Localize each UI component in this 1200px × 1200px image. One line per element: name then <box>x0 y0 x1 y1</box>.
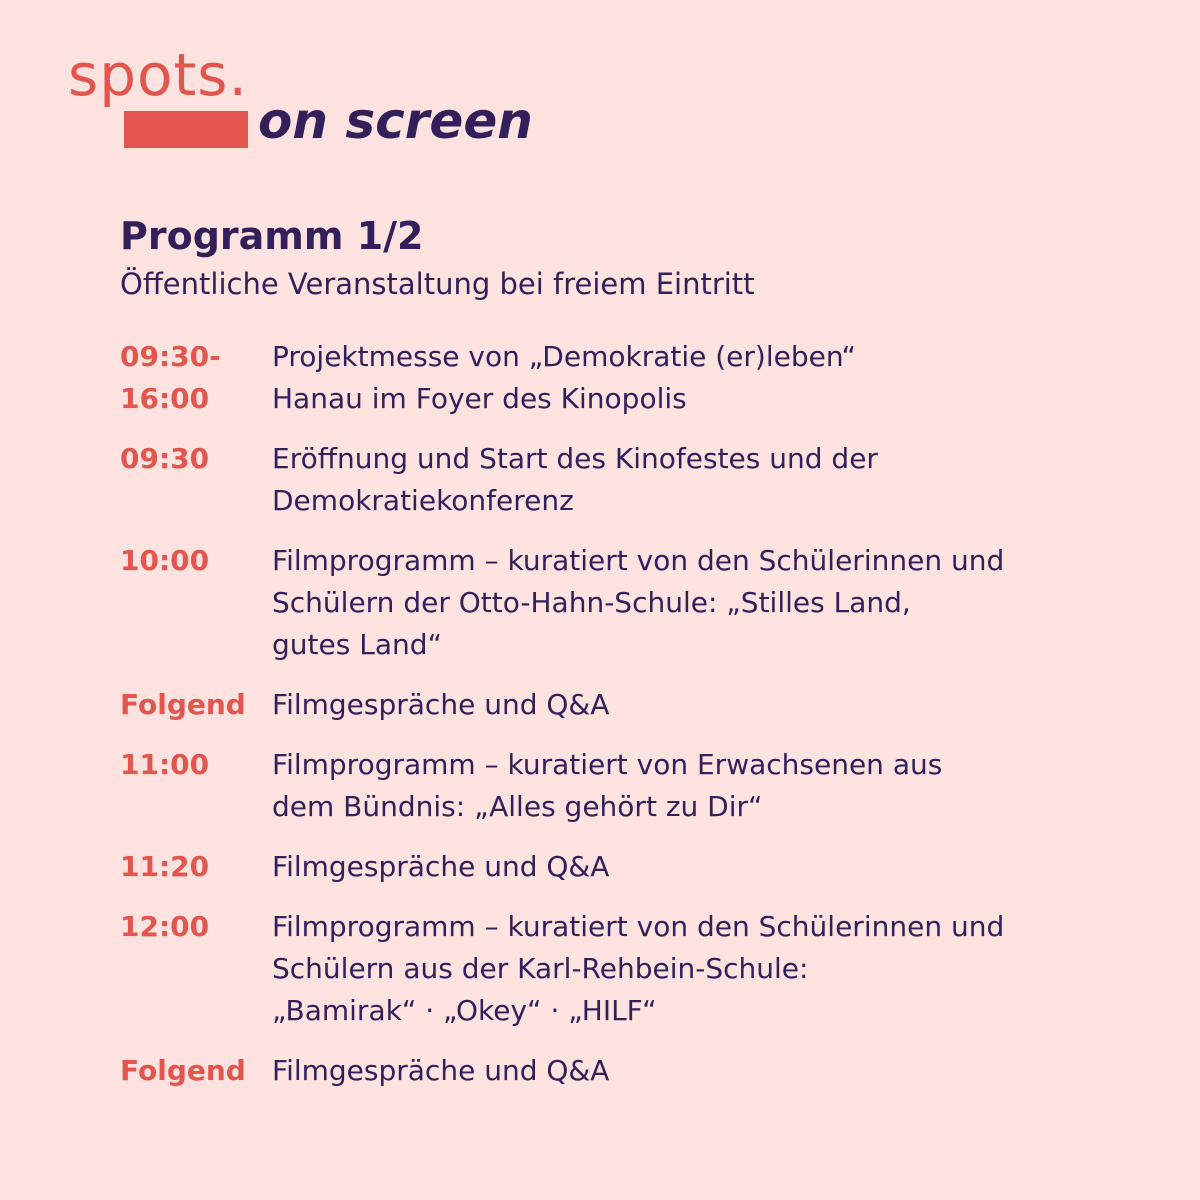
schedule-description-line: Hanau im Foyer des Kinopolis <box>272 382 687 415</box>
schedule-description-line: Filmprogramm – kuratiert von Erwachsenen aus <box>272 748 943 781</box>
schedule-description-line: Filmgespräche und Q&A <box>272 688 610 721</box>
logo-on-screen-text: on screen <box>258 92 533 150</box>
schedule-time-line: 16:00 <box>120 382 210 415</box>
schedule-description-line: gutes Land“ <box>272 628 442 661</box>
logo <box>0 0 600 170</box>
schedule-description <box>272 438 1120 522</box>
schedule-item <box>120 540 1120 666</box>
logo-spots-text: spots. <box>68 41 248 109</box>
schedule-description <box>272 846 1120 888</box>
schedule-time-line: 09:30 <box>120 442 210 475</box>
schedule-description-line: Eröffnung und Start des Kinofestes und der <box>272 442 878 475</box>
schedule-list <box>120 336 1120 1092</box>
schedule-time-line: 09:30- <box>120 340 221 373</box>
schedule-time-line: 11:20 <box>120 850 210 883</box>
program-content <box>120 212 1120 1110</box>
schedule-item <box>120 906 1120 1032</box>
page-subtitle: Öffentliche Veranstaltung bei freiem Eintritt <box>120 267 755 301</box>
schedule-time-line: 10:00 <box>120 544 210 577</box>
schedule-description-line: „Bamirak“ · „Okey“ · „HILF“ <box>272 994 657 1027</box>
schedule-description-line: Filmgespräche und Q&A <box>272 1054 610 1087</box>
schedule-time <box>120 846 272 888</box>
schedule-time <box>120 540 272 582</box>
schedule-item <box>120 1050 1120 1092</box>
logo-bar <box>124 111 248 148</box>
schedule-description-line: Schülern aus der Karl-Rehbein-Schule: <box>272 952 809 985</box>
schedule-description <box>272 906 1120 1032</box>
schedule-time <box>120 1050 272 1092</box>
schedule-description <box>272 540 1120 666</box>
page-title: Programm 1/2 <box>120 214 424 258</box>
schedule-item <box>120 336 1120 420</box>
schedule-description-line: Filmprogramm – kuratiert von den Schülerinnen und <box>272 544 1005 577</box>
schedule-time <box>120 906 272 948</box>
schedule-description-line: Schülern der Otto-Hahn-Schule: „Stilles Land, <box>272 586 911 619</box>
schedule-item <box>120 744 1120 828</box>
schedule-time <box>120 438 272 480</box>
schedule-time-line: Folgend <box>120 1054 246 1087</box>
schedule-description-line: Filmgespräche und Q&A <box>272 850 610 883</box>
schedule-description <box>272 744 1120 828</box>
schedule-description-line: dem Bündnis: „Alles gehört zu Dir“ <box>272 790 763 823</box>
schedule-description <box>272 336 1120 420</box>
schedule-time <box>120 744 272 786</box>
schedule-item <box>120 846 1120 888</box>
schedule-time <box>120 336 272 420</box>
schedule-item <box>120 684 1120 726</box>
schedule-time-line: 12:00 <box>120 910 210 943</box>
schedule-time-line: 11:00 <box>120 748 210 781</box>
schedule-time <box>120 684 272 726</box>
schedule-description-line: Demokratiekonferenz <box>272 484 574 517</box>
schedule-item <box>120 438 1120 522</box>
schedule-description <box>272 684 1120 726</box>
schedule-description-line: Projektmesse von „Demokratie (er)leben“ <box>272 340 857 373</box>
schedule-time-line: Folgend <box>120 688 246 721</box>
schedule-description-line: Filmprogramm – kuratiert von den Schülerinnen und <box>272 910 1005 943</box>
schedule-description <box>272 1050 1120 1092</box>
